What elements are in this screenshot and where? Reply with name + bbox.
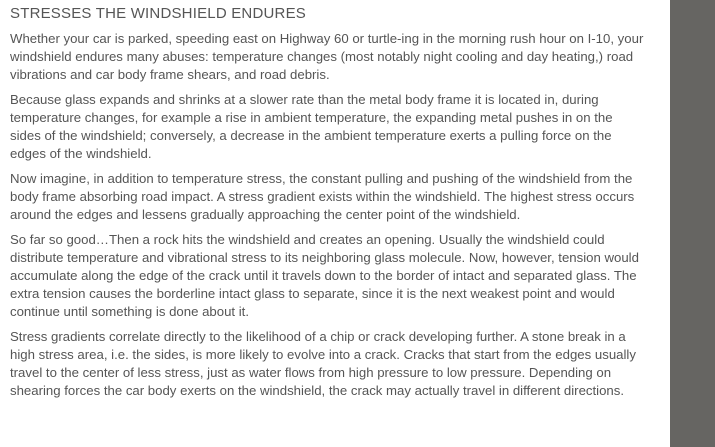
paragraph-rock-impact: So far so good…Then a rock hits the windshield and creates an opening. Usually the windshield could distribute temperature and vibrational stress to its neighboring glass molecule. Now, however, tension would accumulate along the edge of the crack until it travels down to the border of intact and separated glass. The extra tension causes the borderline intact glass to separate, since it is the next weakest point and would continue until something is done about it.: [10, 232, 639, 319]
paragraph-temperature-intro: Whether your car is parked, speeding east on Highway 60 or turtle-ing in the morning rush hour on I-10, your windshield endures many abuses: temperature changes (most notably night cooling and day heating,) road vibrations and car body frame shears, and road debris.: [10, 31, 644, 82]
paragraph-stress-gradients: Stress gradients correlate directly to the likelihood of a chip or crack developing further. A stone break in a high stress area, i.e. the sides, is more likely to evolve into a crack. Cracks that start from the edges usually travel to the center of less stress, just as water flows from high pressure to low pressure. Depending on shearing forces the car body exerts on the windshield, the crack may actually travel in different directions.: [10, 329, 636, 398]
article-content: [10, 4, 646, 407]
paragraph-glass-expansion: Because glass expands and shrinks at a slower rate than the metal body frame it is located in, during temperature changes, for example a rise in ambient temperature, the expanding metal pushes in on the sides of the windshield; conversely, a decrease in the ambient temperature exerts a pulling force on the edges of the windshield.: [10, 92, 613, 161]
paragraph-road-impact: Now imagine, in addition to temperature stress, the constant pulling and pushing of the windshield from the body frame absorbing road impact. A stress gradient exists within the windshield. The highest stress occurs around the edges and lessens gradually approaching the center point of the windshield.: [10, 171, 635, 222]
article-heading: STRESSES THE WINDSHIELD ENDURES: [10, 5, 306, 22]
right-sidebar: [670, 0, 715, 447]
